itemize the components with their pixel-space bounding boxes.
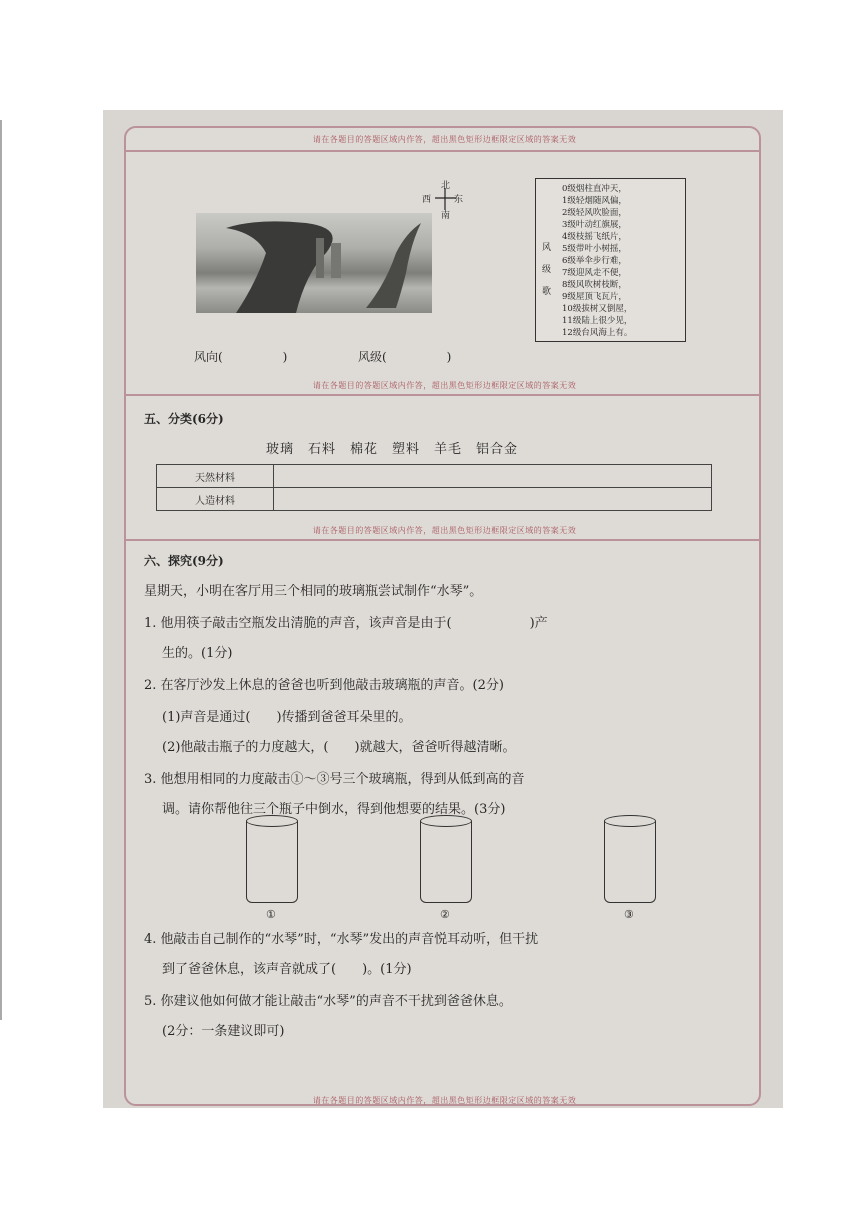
warning-top: 请在各题目的答题区域内作答，超出黑色矩形边框限定区域的答案无效: [312, 135, 577, 144]
row-label-natural: 天然材料: [157, 465, 274, 488]
question-3-cont: 调。请你帮他往三个瓶子中倒水，得到他想要的结果。(3分): [162, 802, 506, 817]
compass-west: 西: [422, 195, 432, 205]
bottle-number: ③: [624, 908, 634, 921]
wind-song-line: 10级拔树又倒屋，: [562, 304, 633, 314]
compass: [422, 178, 468, 230]
section5-title: 五、分类(6分): [144, 412, 224, 426]
compass-south: 南: [441, 211, 451, 221]
artificial-answer-cell[interactable]: [274, 488, 712, 511]
bottle-rim: [604, 815, 656, 827]
question-5: 5. 你建议他如何做才能让敲击“水琴”的声音不干扰到爸爸休息。: [144, 994, 512, 1009]
question-1: 1. 他用筷子敲击空瓶发出清脆的声音，该声音是由于( )产: [144, 616, 548, 631]
wind-song-line: 1级轻烟随风偏，: [562, 196, 627, 206]
row-label-artificial: 人造材料: [157, 488, 274, 511]
compass-cross-icon: [428, 178, 468, 230]
wind-song-line: 11级陆上很少见，: [562, 316, 633, 326]
question-2-1: (1)声音是通过( )传播到爸爸耳朵里的。: [162, 710, 412, 725]
divider: [126, 539, 759, 541]
divider: [126, 394, 759, 396]
compass-north: 北: [441, 181, 451, 191]
bottle-rim: [420, 815, 472, 827]
wind-song-line: 4级枝摇飞纸片，: [562, 232, 627, 242]
wind-level-answer[interactable]: 风级( ): [358, 350, 452, 364]
wind-song-line: 0级烟柱直冲天，: [562, 184, 627, 194]
wind-song-label: 风级歌: [542, 243, 552, 297]
page-edge: [0, 120, 2, 1020]
question-4: 4. 他敲击自己制作的“水琴”时，“水琴”发出的声音悦耳动听，但干扰: [144, 932, 539, 947]
answer-frame: [124, 126, 761, 1106]
wind-song-line: 7级迎风走不便，: [562, 268, 627, 278]
bottle-number: ②: [440, 908, 450, 921]
wind-song-line: 8级风吹树枝断，: [562, 280, 627, 290]
wind-song-line: 2级轻风吹脸面，: [562, 208, 627, 218]
warning: 请在各题目的答题区域内作答，超出黑色矩形边框限定区域的答案无效: [312, 526, 577, 535]
table-row: [157, 465, 712, 488]
question-2-2: (2)他敲击瓶子的力度越大，( )就越大，爸爸听得越清晰。: [162, 740, 516, 755]
divider: [126, 150, 759, 152]
wind-direction-answer[interactable]: 风向( ): [194, 350, 288, 364]
question-3: 3. 他想用相同的力度敲击①～③号三个玻璃瓶，得到从低到高的音: [144, 772, 525, 787]
warning-bottom: 请在各题目的答题区域内作答，超出黑色矩形边框限定区域的答案无效: [312, 1096, 577, 1105]
bottle-2[interactable]: [420, 821, 472, 903]
bottle-rim: [246, 815, 298, 827]
question-4-cont: 到了爸爸休息，该声音就成了( )。(1分): [162, 962, 412, 977]
wind-song-line: 5级带叶小树摇，: [562, 244, 627, 254]
question-1-cont: 生的。(1分): [162, 646, 233, 661]
wind-song-lines: [562, 183, 632, 339]
tree-image: [196, 213, 432, 313]
exam-sheet: [103, 110, 783, 1108]
bottle-number: ①: [266, 908, 276, 921]
classification-table: [156, 464, 712, 511]
materials-list: 玻璃 石料 棉花 塑料 羊毛 铝合金: [266, 442, 519, 457]
compass-east: 东: [454, 195, 464, 205]
wind-song-line: 9级屋顶飞瓦片，: [562, 292, 627, 302]
wind-song-line: 3级叶动红旗展，: [562, 220, 627, 230]
table-row: [157, 488, 712, 511]
section6-title: 六、探究(9分): [144, 554, 224, 568]
wind-song-line: 12级台风海上有。: [562, 328, 633, 338]
wind-song-box: [535, 178, 686, 342]
wind-song-line: 6级举伞步行难，: [562, 256, 627, 266]
question-5-cont: (2分：一条建议即可): [162, 1024, 285, 1039]
bottle-1[interactable]: [246, 821, 298, 903]
question-2: 2. 在客厅沙发上休息的爸爸也听到他敲击玻璃瓶的声音。(2分): [144, 678, 504, 693]
natural-answer-cell[interactable]: [274, 465, 712, 488]
intro-text: 星期天，小明在客厅用三个相同的玻璃瓶尝试制作“水琴”。: [144, 584, 483, 599]
bottle-3[interactable]: [604, 821, 656, 903]
willow-photo: [196, 213, 432, 313]
warning: 请在各题目的答题区域内作答，超出黑色矩形边框限定区域的答案无效: [312, 381, 577, 390]
